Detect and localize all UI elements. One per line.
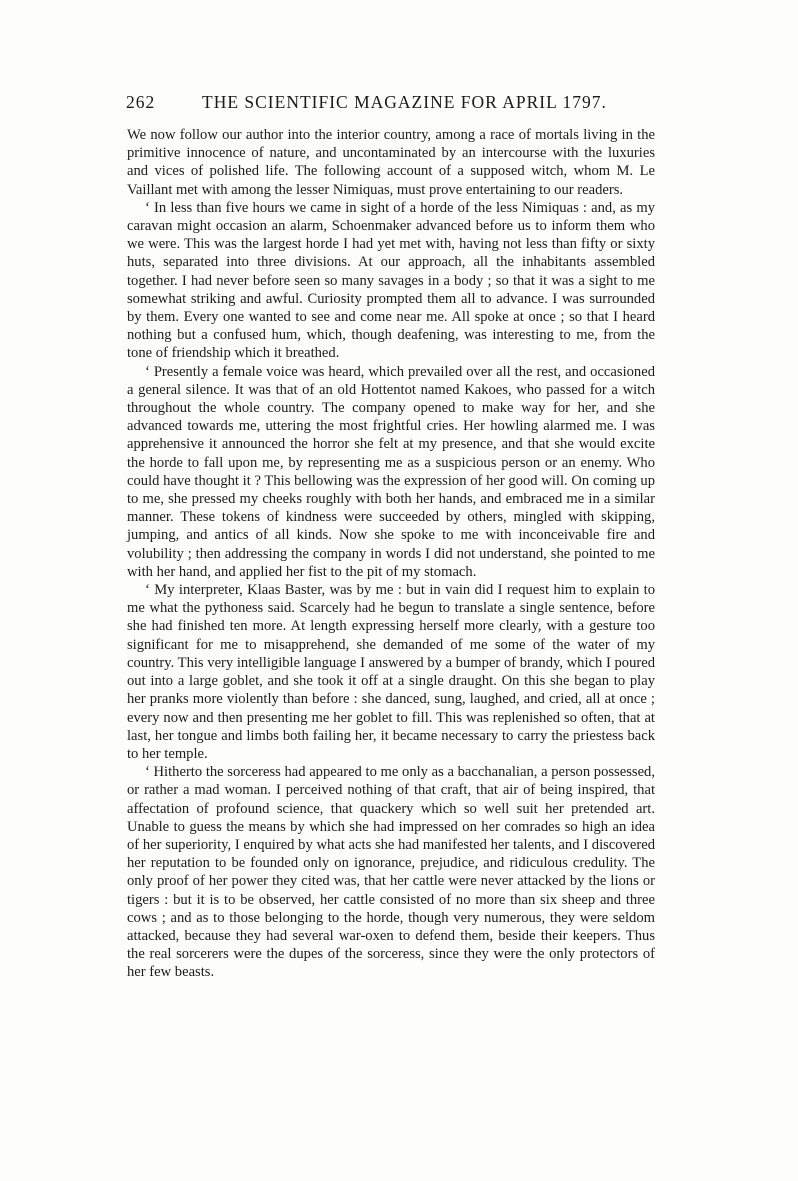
intro-paragraph: We now follow our author into the interior country, among a race of mortals living in the primitive innocence of nature, and uncontaminated by an intercourse with the luxuries and vices of polished life. The following account of a supposed witch, whom M. Le Vaillant met with among the lesser Nimiquas, must prove entertaining to our readers.: [127, 127, 655, 198]
paragraph-interpreter: ‘ My interpreter, Klaas Baster, was by me : but in vain did I request him to explain to me what the pythoness said. Scarcely had he begun to translate a single sentence, before she had finished ten more. At length expressing herself more clearly, with a gesture too significant for me to misapprehend, she demanded of me some of the water of my country. This very intelligible language I answered by a bumper of brandy, which I poured out into a large goblet, and she took it off at a single draught. On this she began to play her pranks more violently than before : she danced, sung, laughed, and cried, all at once ; every now and then presenting me her goblet to fill. This was replenished so often, that at last, her tongue and limbs both failing her, it became necessary to carry the priestess back to her temple.: [127, 582, 655, 762]
page-number: 262: [126, 92, 156, 112]
paragraph-witch-appears: ‘ Presently a female voice was heard, which prevailed over all the rest, and occasioned a general silence. It was that of an old Hottentot named Kakoes, who passed for a witch throughout the whole country. The company opened to make way for her, and she advanced towards me, uttering the most frightful cries. Her howling alarmed me. I was apprehensive it announced the horror she felt at my presence, and that she would excite the horde to fall upon me, by representing me as a suspicious person or an enemy. Who could have thought it ? This bellowing was the expression of her good will. On coming up to me, she pressed my cheeks roughly with both her hands, and embraced me in a similar manner. These tokens of kindness were succeeded by others, mingled with skipping, jumping, and antics of all kinds. Now she spoke to me with inconceivable fire and volubility ; then addressing the company in words I did not understand, she pointed to me with her hand, and applied her fist to the pit of my stomach.: [127, 363, 655, 580]
running-head: [126, 92, 650, 114]
article-body: [127, 126, 655, 982]
paragraph-arrival: ‘ In less than five hours we came in sight of a horde of the less Nimiquas : and, as my caravan might occasion an alarm, Schoenmaker advanced before us to inform them who we were. This was the largest horde I had yet met with, having not less than fifty or sixty huts, separated into three divisions. At our approach, all the inhabitants assembled together. I had never before seen so many savages in a body ; so that it was a sight to me somewhat striking and awful. Curiosity prompted them all to advance. I was surrounded by them. Every one wanted to see and come near me. All spoke at once ; so that I heard nothing but a confused hum, which, though deafening, was interesting to me, from the tone of friendship which it breathed.: [127, 199, 655, 362]
running-title: THE SCIENTIFIC MAGAZINE FOR APRIL 1797.: [202, 92, 607, 112]
paragraph-sorceress: ‘ Hitherto the sorceress had appeared to me only as a bacchanalian, a person possessed, or rather a mad woman. I perceived nothing of that craft, that air of being inspired, that affectation of profound science, that quackery which so well suit her pretended art. Unable to guess the means by which she had impressed on her comrades so high an idea of her superiority, I enquired by what acts she had manifested her talents, and I discovered her reputation to be founded only on ignorance, prejudice, and ridiculous credulity. The only proof of her power they cited was, that her cattle were never attacked by the lions or tigers : but it is to be observed, her cattle consisted of no more than six sheep and three cows ; and as to those belonging to the horde, though very numerous, they were seldom attacked, because they had several war-oxen to defend them, beside their keepers. Thus the real sorcerers were the dupes of the sorceress, since they were the only protectors of her few beasts.: [127, 764, 655, 981]
